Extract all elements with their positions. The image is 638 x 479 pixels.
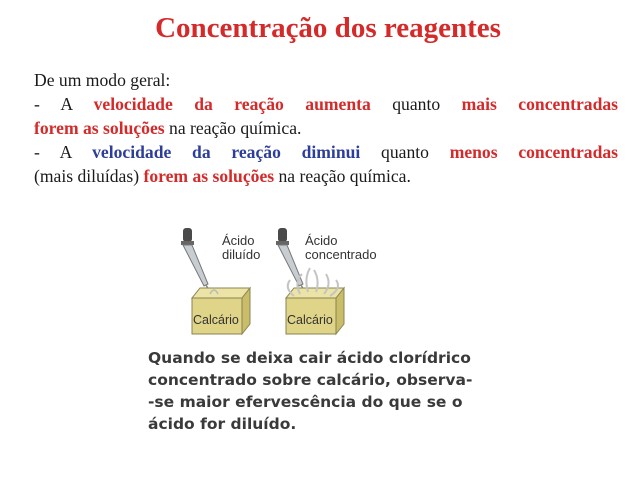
right-dropper-label-line-2: concentrado: [305, 247, 377, 262]
bullet-1-line-2: [34, 116, 618, 140]
right-dropper-label-line-1: Ácido: [305, 233, 338, 248]
bullet-2-prefix: - A: [34, 142, 93, 162]
bullet-1-line-2-rest: na reação química.: [164, 118, 302, 138]
intro-line: De um modo geral:: [34, 70, 171, 90]
page-title: Concentração dos reagentes: [155, 12, 501, 44]
caption-line-1: Quando se deixa cair ácido clorídrico: [148, 349, 471, 367]
bullet-2-line-2-start: (mais diluídas): [34, 166, 144, 186]
bullet-1-prefix: - A: [34, 94, 94, 114]
caption-line-3: -se maior efervescência do que se o: [148, 393, 463, 411]
bullet-1-highlight-1: velocidade da reação aumenta: [93, 94, 371, 114]
bullet-2-line-1: [34, 140, 618, 164]
right-dropper-label: [305, 234, 377, 262]
bullet-2-highlight-2: menos concentradas: [449, 142, 619, 162]
experiment-illustration: [170, 222, 470, 342]
bullet-1-highlight-2: mais concentradas: [461, 94, 618, 114]
bullet-2-highlight-1: velocidade da reação diminui: [92, 142, 361, 162]
bullet-2-line-2: [34, 164, 618, 188]
left-block-label: Calcário: [193, 313, 239, 327]
limestone-block-right: [286, 288, 344, 334]
bullet-2-line-2-rest: na reação química.: [274, 166, 411, 186]
bullet-1-mid: quanto: [370, 94, 462, 114]
right-block-label: Calcário: [287, 313, 333, 327]
body-text: [34, 68, 618, 188]
bullet-1-line-2-highlight: forem as soluções: [34, 118, 165, 138]
bullet-2-mid: quanto: [360, 142, 450, 162]
bullet-1-line-1: [34, 92, 618, 116]
bullet-2-line-2-highlight: forem as soluções: [143, 166, 275, 186]
limestone-block-left: [192, 288, 250, 334]
left-dropper-label-line-2: diluído: [222, 247, 261, 262]
caption-line-4: ácido for diluído.: [148, 415, 297, 433]
caption-line-2: concentrado sobre calcário, observa-: [148, 371, 473, 389]
left-dropper-label: [222, 234, 260, 262]
left-dropper-label-line-1: Ácido: [222, 233, 255, 248]
figure-caption: [148, 347, 478, 435]
